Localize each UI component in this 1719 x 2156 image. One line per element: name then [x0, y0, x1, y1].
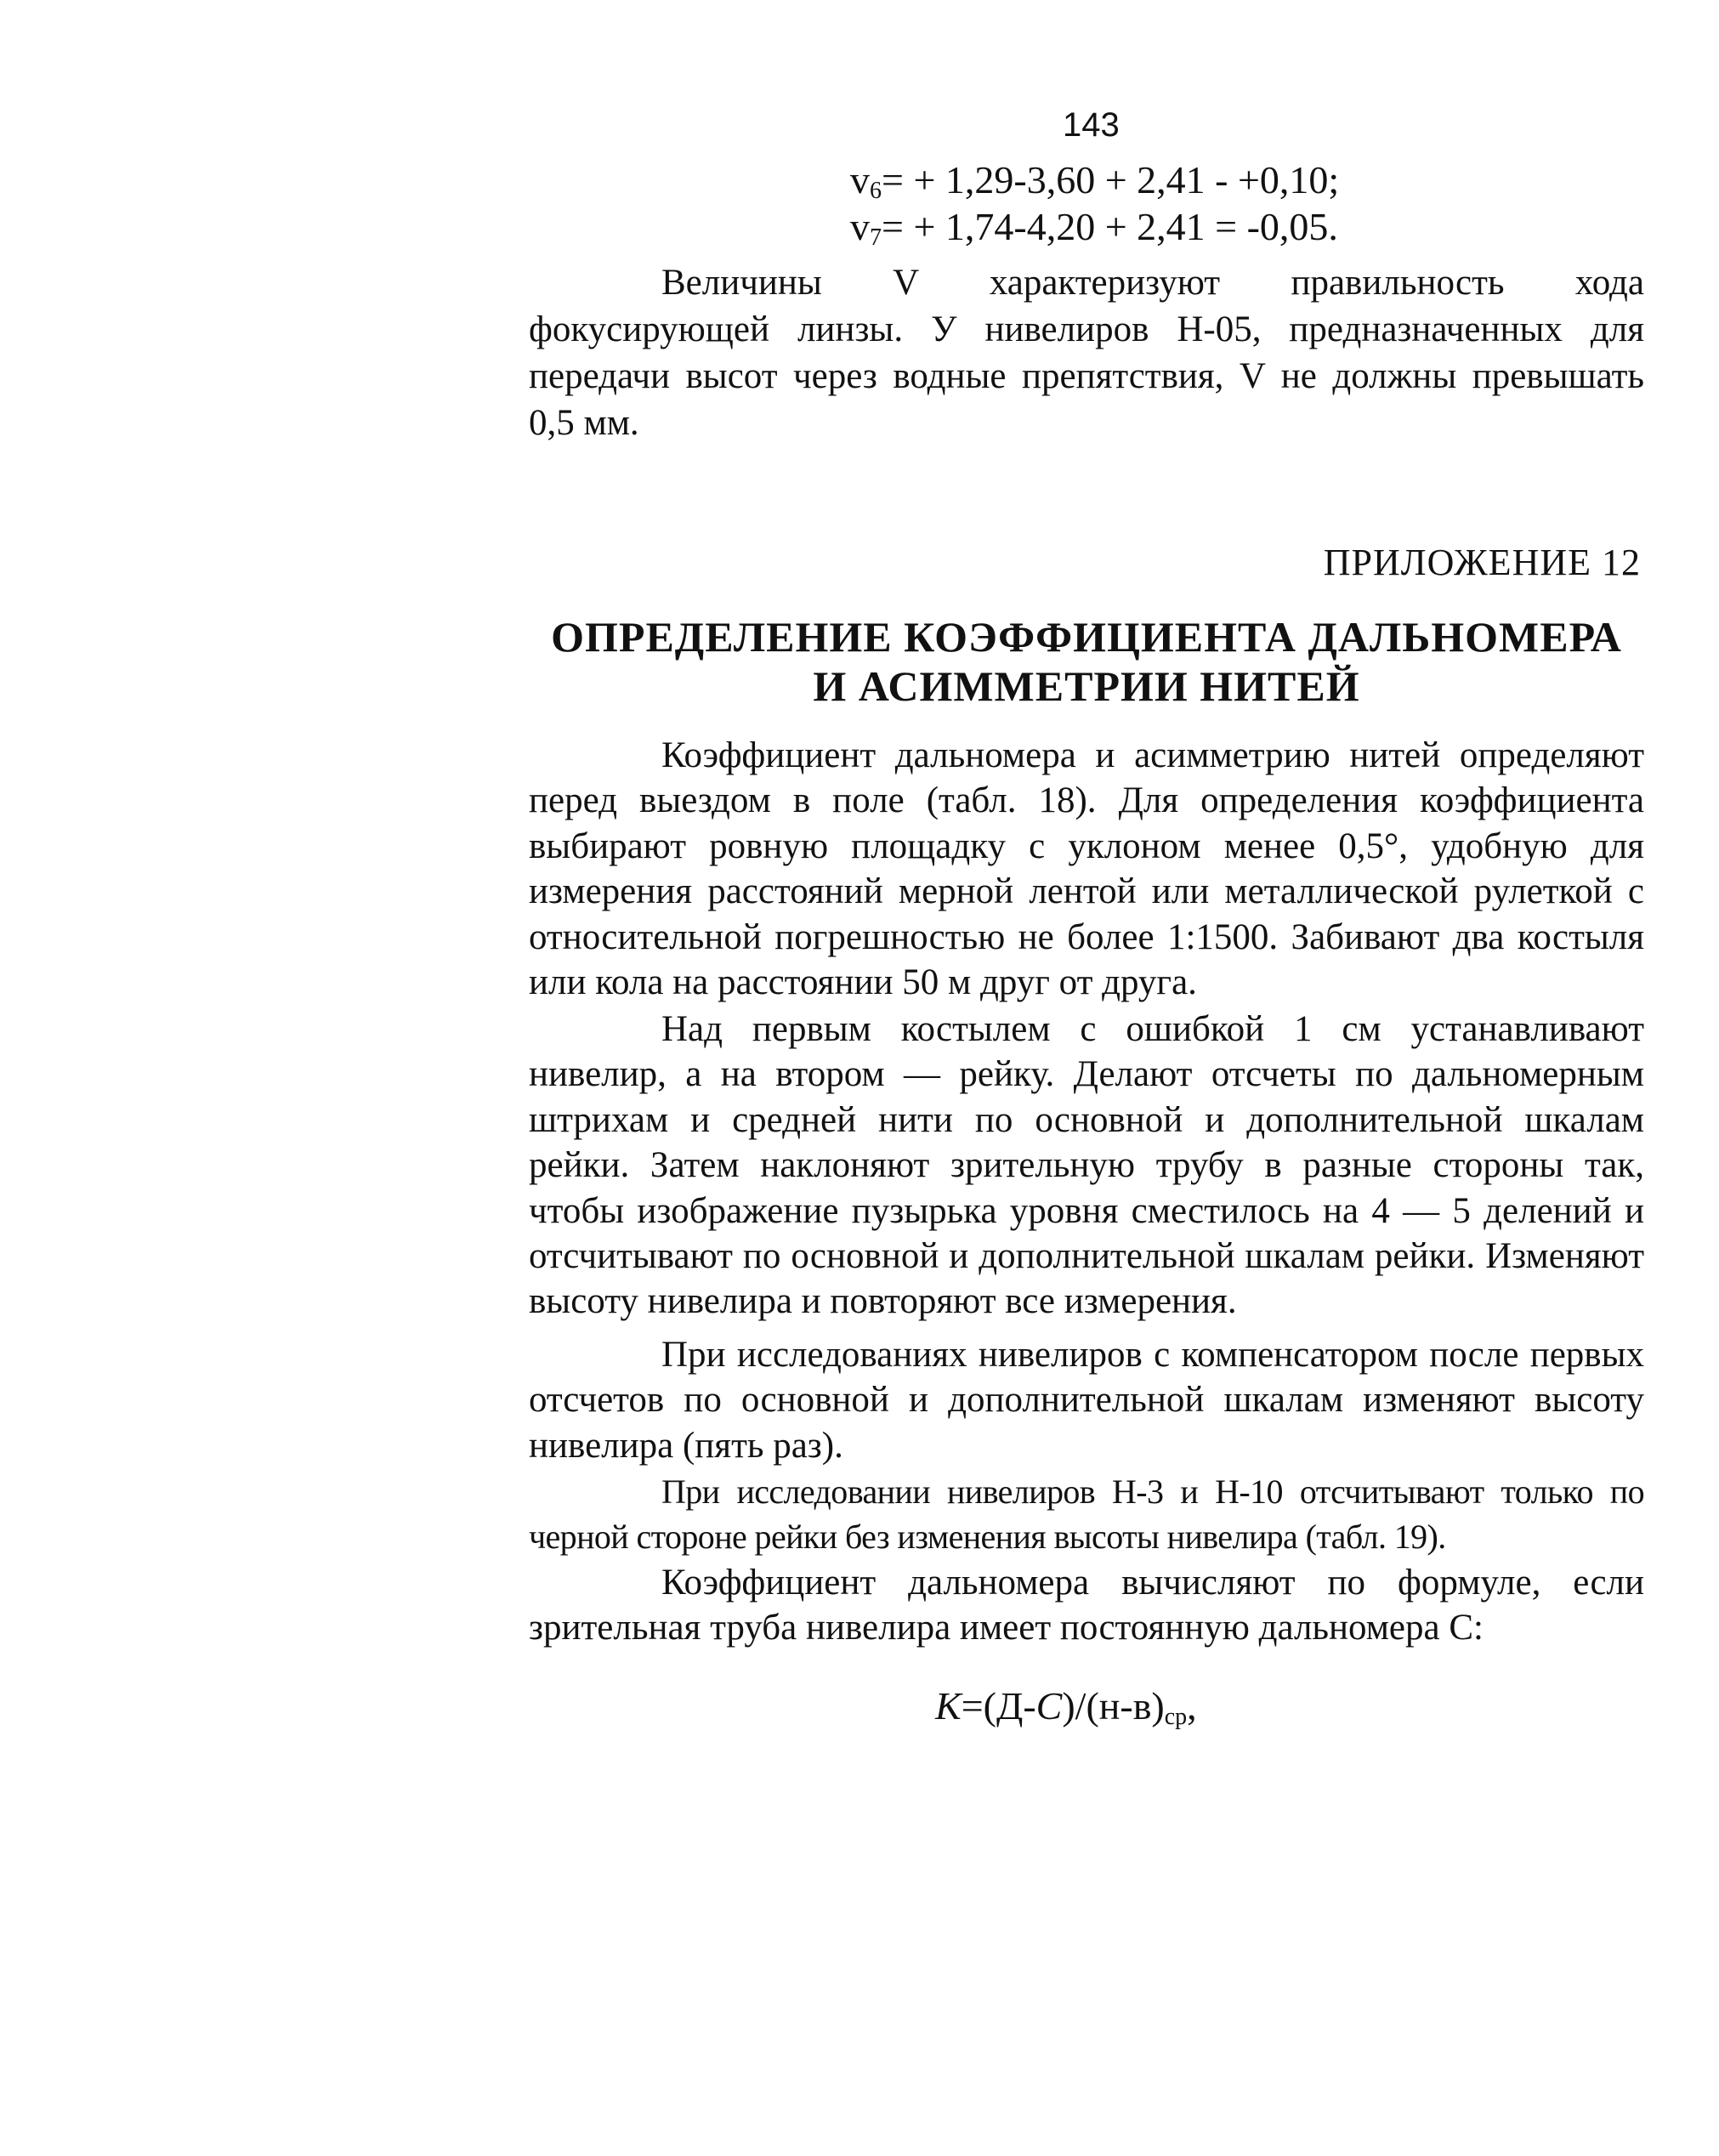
section-title-line-1: ОПРЕДЕЛЕНИЕ КОЭФФИЦИЕНТА ДАЛЬНОМЕРА — [551, 613, 1622, 661]
formula-open: =(Д- — [961, 1684, 1036, 1728]
equation-v7-variable: v — [850, 205, 870, 248]
formula-k: K — [935, 1684, 962, 1728]
formula-close: )/(н-в) — [1062, 1684, 1165, 1728]
rangefinder-coefficient-formula — [935, 1683, 1197, 1731]
formula-end: , — [1187, 1684, 1197, 1728]
body-paragraph: Над первым костылем с ошибкой 1 см устанавливают нивелир, а на втором — рейку. Делают отсчеты по дальномерным штрихам и средней нити по основной и дополнительной шкалам рейки. Затем наклоняют зрительную трубу в разные стороны так, чтобы изображение пузырька уровня сместилось на 4 — 5 делений и отсчитывают по основной и дополнительной шкалам рейки. Изменяют высоту нивелира и повторяют все измерения. — [529, 1009, 1644, 1322]
body-paragraph: При исследованиях нивелиров с компенсатором после первых отсчетов по основной и дополнительной шкалам изменяют высоту нивелира (пять раз). — [529, 1335, 1644, 1466]
equation-v7-expression: = + 1,74-4,20 + 2,41 = -0,05. — [882, 205, 1338, 248]
body-paragraph: Коэффициент дальномера вычисляют по формуле, если зрительная труба нивелира имеет постоянную дальномера C: — [529, 1563, 1644, 1648]
formula-subscript: ср — [1164, 1704, 1188, 1730]
equation-v6-subscript: 6 — [870, 178, 882, 204]
formula-c: C — [1035, 1684, 1063, 1728]
equation-v7-subscript: 7 — [870, 224, 882, 251]
intro-paragraph: Величины V характеризуют правильность хода фокусирующей линзы. У нивелиров Н-05, предназначенных для передачи высот через водные препятствия, V не должны превышать 0,5 мм. — [529, 263, 1644, 443]
appendix-label: ПРИЛОЖЕНИЕ 12 — [1323, 542, 1641, 583]
section-title — [529, 612, 1644, 711]
section-title-line-2: И АСИММЕТРИИ НИТЕЙ — [813, 662, 1360, 710]
equation-v6 — [850, 157, 1339, 205]
page-number: 143 — [1063, 106, 1120, 144]
body-paragraph: Коэффициент дальномера и асимметрию нитей определяют перед выездом в поле (табл. 18). Для определения коэффициента выбирают ровную площадку с уклоном менее 0,5°, удобную для измерения расстояний мерной лентой или металлической рулеткой с относительной погрешностью не более 1:1500. Забивают два костыля или кола на расстоянии 50 м друг от друга. — [529, 735, 1644, 1003]
equation-v6-expression: = + 1,29-3,60 + 2,41 - +0,10; — [882, 158, 1340, 201]
body-paragraph: При исследовании нивелиров Н-3 и Н-10 отсчитывают только по черной стороне рейки без изменения высоты нивелира (табл. 19). — [529, 1472, 1644, 1557]
equation-v6-variable: v — [850, 158, 870, 201]
equation-v7 — [850, 204, 1338, 252]
